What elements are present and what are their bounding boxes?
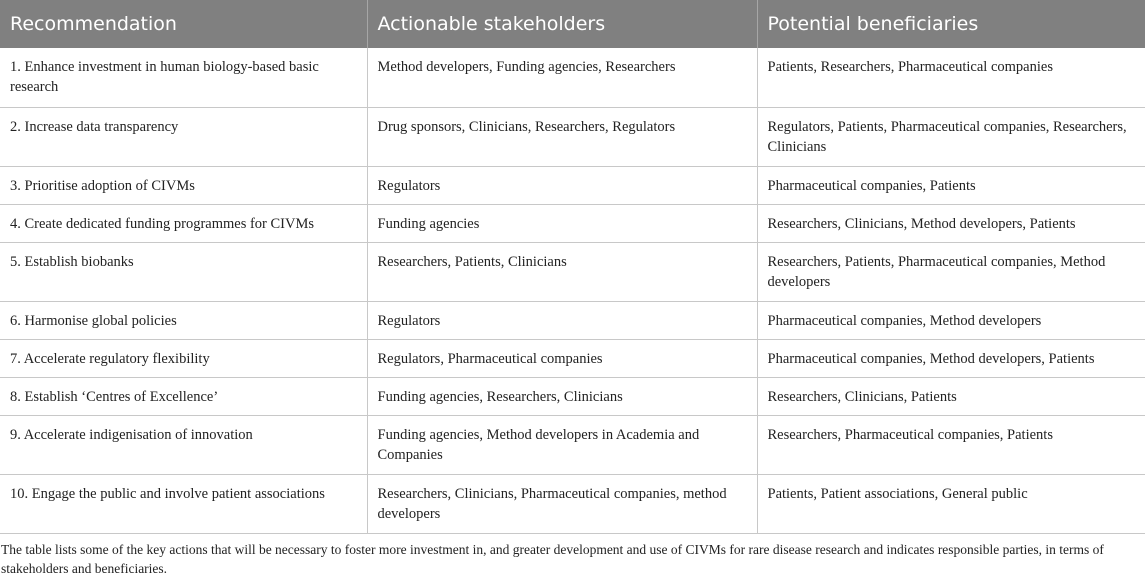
beneficiaries-cell: Patients, Patient associations, General public (757, 474, 1145, 533)
stakeholders-cell: Method developers, Funding agencies, Researchers (367, 48, 757, 107)
recommendation-cell: 7. Accelerate regulatory flexibility (0, 339, 367, 377)
recommendation-cell: 8. Establish ‘Centres of Excellence’ (0, 377, 367, 415)
beneficiaries-cell: Regulators, Patients, Pharmaceutical companies, Researchers, Clinicians (757, 107, 1145, 166)
beneficiaries-cell: Pharmaceutical companies, Method developers, Patients (757, 339, 1145, 377)
recommendation-cell: 3. Prioritise adoption of CIVMs (0, 166, 367, 204)
header-row (0, 0, 1145, 48)
table-row (0, 377, 1145, 415)
recommendation-cell: 9. Accelerate indigenisation of innovation (0, 415, 367, 474)
stakeholders-cell: Funding agencies, Method developers in Academia and Companies (367, 415, 757, 474)
recommendation-cell: 4. Create dedicated funding programmes for CIVMs (0, 204, 367, 242)
recommendation-cell: 2. Increase data transparency (0, 107, 367, 166)
table-row (0, 166, 1145, 204)
stakeholders-cell: Funding agencies (367, 204, 757, 242)
recommendation-cell: 1. Enhance investment in human biology-based basic research (0, 48, 367, 107)
stakeholders-cell: Researchers, Patients, Clinicians (367, 242, 757, 301)
table-row (0, 242, 1145, 301)
header-actionable-stakeholders: Actionable stakeholders (367, 0, 757, 48)
stakeholders-cell: Regulators, Pharmaceutical companies (367, 339, 757, 377)
stakeholders-cell: Researchers, Clinicians, Pharmaceutical companies, method developers (367, 474, 757, 533)
beneficiaries-cell: Pharmaceutical companies, Patients (757, 166, 1145, 204)
beneficiaries-cell: Patients, Researchers, Pharmaceutical companies (757, 48, 1145, 107)
header-recommendation: Recommendation (0, 0, 367, 48)
beneficiaries-cell: Pharmaceutical companies, Method developers (757, 301, 1145, 339)
table-row (0, 474, 1145, 533)
beneficiaries-cell: Researchers, Clinicians, Method developers, Patients (757, 204, 1145, 242)
recommendation-cell: 6. Harmonise global policies (0, 301, 367, 339)
table-row (0, 301, 1145, 339)
table-row (0, 204, 1145, 242)
table-row (0, 339, 1145, 377)
header-potential-beneficiaries: Potential beneficiaries (757, 0, 1145, 48)
stakeholders-cell: Regulators (367, 301, 757, 339)
table-caption: The table lists some of the key actions that will be necessary to foster more investment in, and greater development and use of CIVMs for rare disease research and indicates responsible parties, in terms of stakeholders and beneficiaries. (1, 542, 1104, 576)
stakeholders-cell: Funding agencies, Researchers, Clinicians (367, 377, 757, 415)
beneficiaries-cell: Researchers, Pharmaceutical companies, Patients (757, 415, 1145, 474)
table-row (0, 107, 1145, 166)
recommendation-cell: 5. Establish biobanks (0, 242, 367, 301)
table-row (0, 48, 1145, 107)
recommendation-cell: 10. Engage the public and involve patient associations (0, 474, 367, 533)
stakeholders-cell: Drug sponsors, Clinicians, Researchers, Regulators (367, 107, 757, 166)
beneficiaries-cell: Researchers, Clinicians, Patients (757, 377, 1145, 415)
table-row (0, 415, 1145, 474)
beneficiaries-cell: Researchers, Patients, Pharmaceutical companies, Method developers (757, 242, 1145, 301)
stakeholders-cell: Regulators (367, 166, 757, 204)
